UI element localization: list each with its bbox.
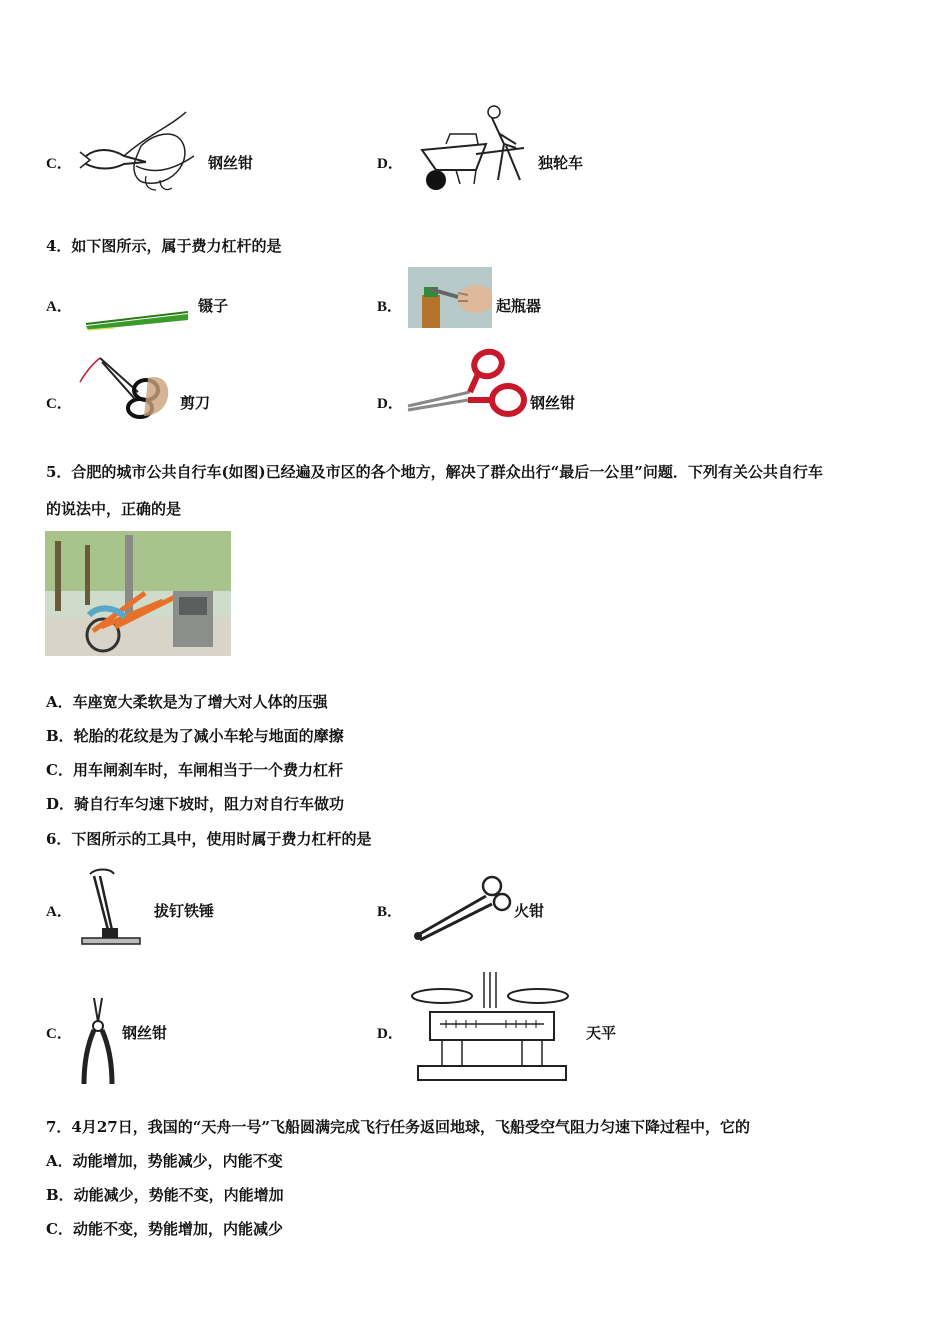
q6-option-d-label: 天平 xyxy=(586,1024,617,1042)
public-bicycles-photo xyxy=(45,531,231,656)
q4-option-c-label: 剪刀 xyxy=(180,394,211,412)
claw-hammer-icon xyxy=(80,868,144,948)
q4-option-b-label: 起瓶器 xyxy=(496,297,542,315)
q5-option-b: B．轮胎的花纹是为了减小车轮与地面的摩擦 xyxy=(46,727,344,745)
q7-stem: 7．4月27日，我国的“天舟一号”飞船圆满完成飞行任务返回地球，飞船受空气阻力匀速下降过程中，它的 xyxy=(46,1118,751,1136)
q5-option-a: A．车座宽大柔软是为了增大对人体的压强 xyxy=(46,693,328,711)
scissors-hand-icon xyxy=(78,352,178,420)
q4-option-b-letter: B． xyxy=(377,299,403,315)
q7-option-c: C．动能不变，势能增加，内能减少 xyxy=(46,1220,283,1238)
q5-option-d: D．骑自行车匀速下坡时，阻力对自行车做功 xyxy=(46,795,345,813)
q6-option-d-letter: D． xyxy=(377,1026,403,1042)
q7-option-a: A．动能增加，势能减少，内能不变 xyxy=(46,1152,283,1170)
pliers-hand-icon xyxy=(76,106,198,196)
wheelbarrow-icon xyxy=(416,104,538,194)
q6-option-c-label: 钢丝钳 xyxy=(122,1024,168,1042)
q4-option-a-label: 镊子 xyxy=(198,297,229,315)
bottle-opener-photo xyxy=(408,267,492,328)
q7-option-b: B．动能减少，势能不变，内能增加 xyxy=(46,1186,284,1204)
wire-pliers-icon xyxy=(80,996,116,1086)
q6-option-a-letter: A． xyxy=(46,904,72,920)
q6-option-b-label: 火钳 xyxy=(514,902,545,920)
q4-option-c-letter: C． xyxy=(46,396,72,412)
q3-option-d-label: 独轮车 xyxy=(538,154,584,172)
q5-stem-line2: 的说法中，正确的是 xyxy=(46,500,182,518)
q3-option-c-letter: C． xyxy=(46,156,72,172)
q5-option-c: C．用车闸刹车时，车闸相当于一个费力杠杆 xyxy=(46,761,343,779)
balance-scale-icon xyxy=(410,968,574,1084)
fire-tongs-icon xyxy=(412,874,512,942)
q4-option-a-letter: A． xyxy=(46,299,72,315)
q6-option-b-letter: B． xyxy=(377,904,403,920)
q6-stem: 6．下图所示的工具中，使用时属于费力杠杆的是 xyxy=(46,830,372,848)
tweezers-icon xyxy=(84,310,192,332)
red-scissors-icon xyxy=(404,348,530,420)
q4-option-d-label: 钢丝钳 xyxy=(530,394,576,412)
q4-stem: 4．如下图所示，属于费力杠杆的是 xyxy=(46,237,282,255)
q5-stem-line1: 5．合肥的城市公共自行车(如图)已经遍及市区的各个地方，解决了群众出行“最后一公里”问题．下列有关公共自行车 xyxy=(46,463,823,481)
q6-option-c-letter: C． xyxy=(46,1026,72,1042)
q4-option-d-letter: D． xyxy=(377,396,403,412)
q3-option-d-letter: D． xyxy=(377,156,403,172)
q3-option-c-label: 钢丝钳 xyxy=(208,154,254,172)
q6-option-a-label: 拔钉铁锤 xyxy=(154,902,215,920)
